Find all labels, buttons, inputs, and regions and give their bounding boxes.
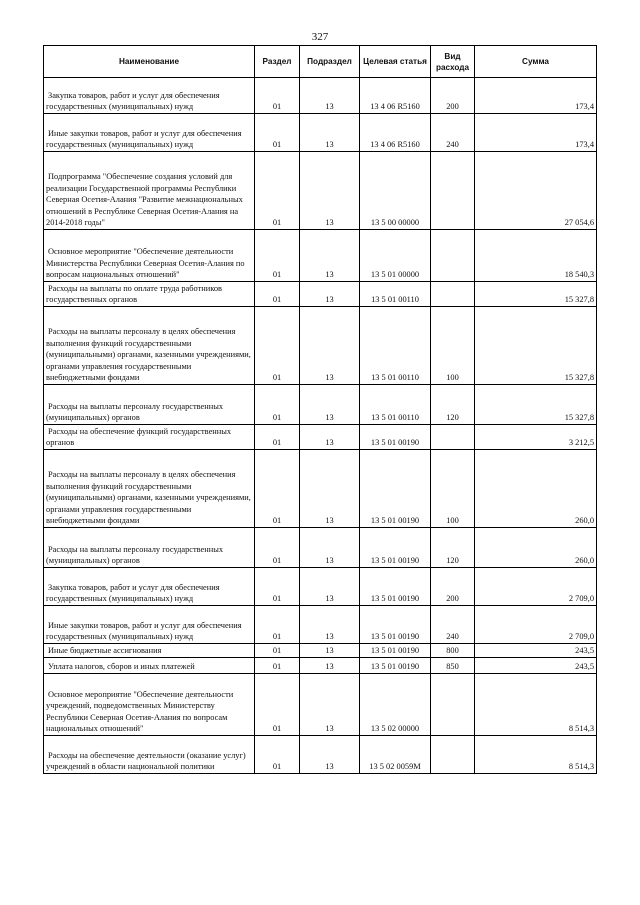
row-name: Подпрограмма "Обеспечение создания условий для реализации Государственной программы Республики Северная Осетия-Алания "Развитие межнациональных отношений в Республике Северная Осетия-Алания на 2014-2018 годы" xyxy=(44,152,255,230)
row-subsection: 13 xyxy=(300,644,360,658)
header-section: Раздел xyxy=(255,46,300,78)
row-type: 120 xyxy=(431,528,475,568)
row-article: 13 5 01 00110 xyxy=(360,282,431,307)
row-subsection: 13 xyxy=(300,282,360,307)
table-header-row xyxy=(44,46,597,78)
row-type xyxy=(431,425,475,450)
table-row xyxy=(44,114,597,152)
row-section: 01 xyxy=(255,282,300,307)
row-name: Расходы на обеспечение функций государственных органов xyxy=(44,425,255,450)
row-type: 850 xyxy=(431,658,475,674)
row-name: Расходы на выплаты персоналу государственных (муниципальных) органов xyxy=(44,385,255,425)
row-subsection: 13 xyxy=(300,674,360,736)
table-row xyxy=(44,152,597,230)
row-sum: 2 709,0 xyxy=(475,568,597,606)
row-sum: 18 540,3 xyxy=(475,230,597,282)
row-type: 240 xyxy=(431,606,475,644)
header-subsection: Подраздел xyxy=(300,46,360,78)
row-subsection: 13 xyxy=(300,152,360,230)
row-sum: 15 327,8 xyxy=(475,307,597,385)
table-row xyxy=(44,385,597,425)
row-article: 13 5 01 00190 xyxy=(360,568,431,606)
row-article: 13 5 00 00000 xyxy=(360,152,431,230)
row-article: 13 5 02 00000 xyxy=(360,674,431,736)
row-subsection: 13 xyxy=(300,230,360,282)
row-section: 01 xyxy=(255,385,300,425)
row-section: 01 xyxy=(255,152,300,230)
row-section: 01 xyxy=(255,606,300,644)
row-sum: 173,4 xyxy=(475,78,597,114)
row-type xyxy=(431,282,475,307)
row-subsection: 13 xyxy=(300,307,360,385)
row-sum: 8 514,3 xyxy=(475,736,597,774)
row-type xyxy=(431,152,475,230)
header-sum: Сумма xyxy=(475,46,597,78)
row-section: 01 xyxy=(255,528,300,568)
row-name: Расходы на обеспечение деятельности (оказание услуг) учреждений в области национальной политики xyxy=(44,736,255,774)
row-section: 01 xyxy=(255,658,300,674)
row-article: 13 5 01 00000 xyxy=(360,230,431,282)
page-number: 327 xyxy=(311,31,329,43)
row-subsection: 13 xyxy=(300,528,360,568)
row-subsection: 13 xyxy=(300,385,360,425)
row-type: 800 xyxy=(431,644,475,658)
row-name: Основное мероприятие "Обеспечение деятельности учреждений, подведомственных Министерству Республики Северная Осетия-Алания по вопросам национальных отношений" xyxy=(44,674,255,736)
row-subsection: 13 xyxy=(300,425,360,450)
row-type xyxy=(431,230,475,282)
table-row xyxy=(44,425,597,450)
row-subsection: 13 xyxy=(300,736,360,774)
row-section: 01 xyxy=(255,644,300,658)
table-row xyxy=(44,568,597,606)
table-row xyxy=(44,658,597,674)
row-sum: 3 212,5 xyxy=(475,425,597,450)
row-type: 100 xyxy=(431,450,475,528)
row-type: 100 xyxy=(431,307,475,385)
row-article: 13 5 01 00190 xyxy=(360,425,431,450)
row-sum: 8 514,3 xyxy=(475,674,597,736)
header-expense-type: Вид расхода xyxy=(431,46,475,78)
row-sum: 2 709,0 xyxy=(475,606,597,644)
row-type: 200 xyxy=(431,78,475,114)
row-name: Иные закупки товаров, работ и услуг для обеспечения государственных (муниципальных) нужд xyxy=(44,606,255,644)
table-row xyxy=(44,674,597,736)
row-sum: 15 327,8 xyxy=(475,282,597,307)
row-subsection: 13 xyxy=(300,114,360,152)
row-name: Иные закупки товаров, работ и услуг для обеспечения государственных (муниципальных) нужд xyxy=(44,114,255,152)
row-name: Закупка товаров, работ и услуг для обеспечения государственных (муниципальных) нужд xyxy=(44,568,255,606)
row-type xyxy=(431,674,475,736)
row-type xyxy=(431,736,475,774)
row-type: 240 xyxy=(431,114,475,152)
row-type: 120 xyxy=(431,385,475,425)
table-row xyxy=(44,736,597,774)
row-name: Расходы на выплаты персоналу в целях обеспечения выполнения функций государственными (муниципальными) органами, казенными учреждениями, органами управления государственными внебюджетными фондами xyxy=(44,450,255,528)
row-sum: 173,4 xyxy=(475,114,597,152)
table-row xyxy=(44,528,597,568)
row-sum: 15 327,8 xyxy=(475,385,597,425)
row-sum: 260,0 xyxy=(475,450,597,528)
row-sum: 243,5 xyxy=(475,644,597,658)
row-article: 13 4 06 R5160 xyxy=(360,78,431,114)
row-section: 01 xyxy=(255,674,300,736)
row-subsection: 13 xyxy=(300,658,360,674)
table-row xyxy=(44,307,597,385)
row-subsection: 13 xyxy=(300,450,360,528)
row-article: 13 4 06 R5160 xyxy=(360,114,431,152)
row-section: 01 xyxy=(255,568,300,606)
row-section: 01 xyxy=(255,114,300,152)
row-section: 01 xyxy=(255,307,300,385)
row-name: Расходы на выплаты по оплате труда работников государственных органов xyxy=(44,282,255,307)
table-row xyxy=(44,644,597,658)
row-type: 200 xyxy=(431,568,475,606)
row-sum: 27 054,6 xyxy=(475,152,597,230)
row-subsection: 13 xyxy=(300,78,360,114)
row-subsection: 13 xyxy=(300,568,360,606)
table-row xyxy=(44,450,597,528)
row-article: 13 5 01 00190 xyxy=(360,528,431,568)
row-sum: 243,5 xyxy=(475,658,597,674)
row-section: 01 xyxy=(255,450,300,528)
row-section: 01 xyxy=(255,425,300,450)
header-name: Наименование xyxy=(44,46,255,78)
row-name: Расходы на выплаты персоналу государственных (муниципальных) органов xyxy=(44,528,255,568)
header-target-article: Целевая статья xyxy=(360,46,431,78)
row-article: 13 5 01 00190 xyxy=(360,450,431,528)
row-section: 01 xyxy=(255,230,300,282)
row-sum: 260,0 xyxy=(475,528,597,568)
row-section: 01 xyxy=(255,736,300,774)
table-row xyxy=(44,282,597,307)
table-row xyxy=(44,606,597,644)
row-article: 13 5 01 00190 xyxy=(360,606,431,644)
budget-table xyxy=(43,45,597,774)
row-name: Основное мероприятие "Обеспечение деятельности Министерства Республики Северная Осетия-Алания по вопросам национальных отношений" xyxy=(44,230,255,282)
row-article: 13 5 01 00110 xyxy=(360,385,431,425)
row-name: Расходы на выплаты персоналу в целях обеспечения выполнения функций государственными (муниципальными) органами, казенными учреждениями, органами управления государственными внебюджетными фондами xyxy=(44,307,255,385)
row-article: 13 5 01 00190 xyxy=(360,644,431,658)
table-row xyxy=(44,78,597,114)
row-article: 13 5 01 00110 xyxy=(360,307,431,385)
row-subsection: 13 xyxy=(300,606,360,644)
row-article: 13 5 02 0059М xyxy=(360,736,431,774)
table-row xyxy=(44,230,597,282)
row-section: 01 xyxy=(255,78,300,114)
row-name: Уплата налогов, сборов и иных платежей xyxy=(44,658,255,674)
row-article: 13 5 01 00190 xyxy=(360,658,431,674)
row-name: Закупка товаров, работ и услуг для обеспечения государственных (муниципальных) нужд xyxy=(44,78,255,114)
row-name: Иные бюджетные ассигнования xyxy=(44,644,255,658)
